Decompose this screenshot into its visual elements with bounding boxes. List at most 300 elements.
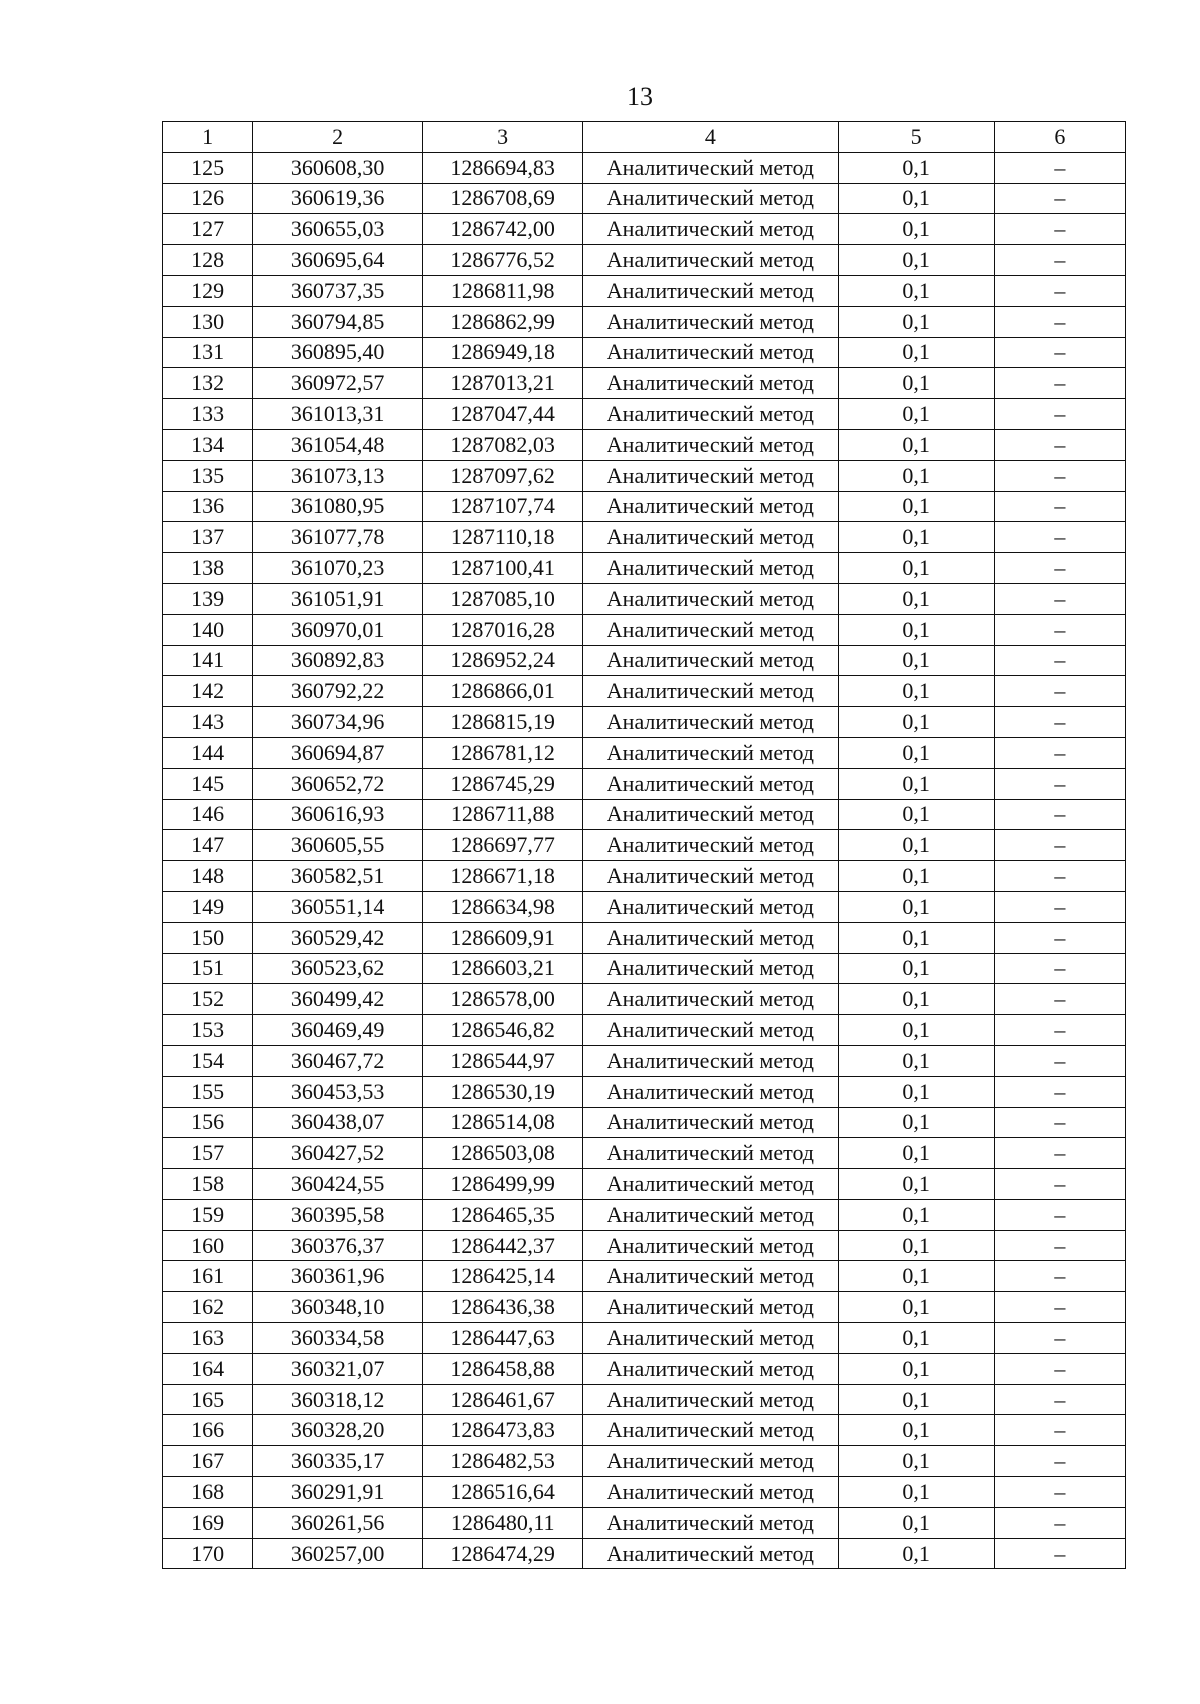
y-coordinate-cell: 1287107,74 [423,491,583,522]
point-number-cell: 167 [163,1446,253,1477]
accuracy-cell: 0,1 [838,1292,994,1323]
y-coordinate-cell: 1286578,00 [423,984,583,1015]
method-cell: Аналитический метод [583,460,838,491]
x-coordinate-cell: 360619,36 [253,183,423,214]
table-row [163,645,1126,676]
y-coordinate-cell: 1286671,18 [423,861,583,892]
x-coordinate-cell: 360792,22 [253,676,423,707]
note-cell: – [994,799,1125,830]
point-number-cell: 141 [163,645,253,676]
method-cell: Аналитический метод [583,337,838,368]
accuracy-cell: 0,1 [838,1076,994,1107]
point-number-cell: 140 [163,614,253,645]
table-row [163,491,1126,522]
x-coordinate-cell: 360608,30 [253,152,423,183]
table-row [163,337,1126,368]
y-coordinate-cell: 1286544,97 [423,1045,583,1076]
x-coordinate-cell: 360970,01 [253,614,423,645]
point-number-cell: 136 [163,491,253,522]
accuracy-cell: 0,1 [838,707,994,738]
note-cell: – [994,676,1125,707]
point-number-cell: 157 [163,1138,253,1169]
note-cell: – [994,429,1125,460]
note-cell: – [994,1292,1125,1323]
point-number-cell: 135 [163,460,253,491]
note-cell: – [994,1538,1125,1569]
y-coordinate-cell: 1286516,64 [423,1477,583,1508]
x-coordinate-cell: 360453,53 [253,1076,423,1107]
table-row [163,1415,1126,1446]
accuracy-cell: 0,1 [838,1538,994,1569]
note-cell: – [994,1107,1125,1138]
note-cell: – [994,275,1125,306]
accuracy-cell: 0,1 [838,583,994,614]
y-coordinate-cell: 1287100,41 [423,553,583,584]
method-cell: Аналитический метод [583,553,838,584]
method-cell: Аналитический метод [583,306,838,337]
accuracy-cell: 0,1 [838,922,994,953]
note-cell: – [994,1384,1125,1415]
method-cell: Аналитический метод [583,1538,838,1569]
method-cell: Аналитический метод [583,1107,838,1138]
note-cell: – [994,768,1125,799]
table-row [163,1015,1126,1046]
method-cell: Аналитический метод [583,491,838,522]
y-coordinate-cell: 1286480,11 [423,1507,583,1538]
accuracy-cell: 0,1 [838,1045,994,1076]
method-cell: Аналитический метод [583,583,838,614]
accuracy-cell: 0,1 [838,614,994,645]
table-row [163,984,1126,1015]
method-cell: Аналитический метод [583,183,838,214]
y-coordinate-cell: 1286603,21 [423,953,583,984]
table-row [163,1107,1126,1138]
note-cell: – [994,1261,1125,1292]
point-number-cell: 153 [163,1015,253,1046]
point-number-cell: 138 [163,553,253,584]
table-row [163,306,1126,337]
point-number-cell: 144 [163,737,253,768]
table-row [163,1446,1126,1477]
point-number-cell: 133 [163,399,253,430]
y-coordinate-cell: 1287097,62 [423,460,583,491]
note-cell: – [994,830,1125,861]
point-number-cell: 162 [163,1292,253,1323]
accuracy-cell: 0,1 [838,306,994,337]
note-cell: – [994,891,1125,922]
table-row [163,1138,1126,1169]
y-coordinate-cell: 1286697,77 [423,830,583,861]
x-coordinate-cell: 360529,42 [253,922,423,953]
table-row [163,1507,1126,1538]
column-header: 5 [838,122,994,153]
note-cell: – [994,1138,1125,1169]
x-coordinate-cell: 360469,49 [253,1015,423,1046]
table-row [163,799,1126,830]
y-coordinate-cell: 1286609,91 [423,922,583,953]
x-coordinate-cell: 360291,91 [253,1477,423,1508]
note-cell: – [994,337,1125,368]
method-cell: Аналитический метод [583,429,838,460]
method-cell: Аналитический метод [583,1477,838,1508]
method-cell: Аналитический метод [583,1384,838,1415]
y-coordinate-cell: 1286811,98 [423,275,583,306]
accuracy-cell: 0,1 [838,1477,994,1508]
point-number-cell: 145 [163,768,253,799]
accuracy-cell: 0,1 [838,1138,994,1169]
table-row [163,1353,1126,1384]
y-coordinate-cell: 1287085,10 [423,583,583,614]
x-coordinate-cell: 360737,35 [253,275,423,306]
x-coordinate-cell: 360361,96 [253,1261,423,1292]
y-coordinate-cell: 1286776,52 [423,245,583,276]
table-row [163,583,1126,614]
accuracy-cell: 0,1 [838,183,994,214]
point-number-cell: 155 [163,1076,253,1107]
y-coordinate-cell: 1286482,53 [423,1446,583,1477]
x-coordinate-cell: 360616,93 [253,799,423,830]
x-coordinate-cell: 361054,48 [253,429,423,460]
accuracy-cell: 0,1 [838,1015,994,1046]
y-coordinate-cell: 1286473,83 [423,1415,583,1446]
point-number-cell: 156 [163,1107,253,1138]
accuracy-cell: 0,1 [838,1199,994,1230]
table-row [163,1230,1126,1261]
table-row [163,368,1126,399]
x-coordinate-cell: 360655,03 [253,214,423,245]
point-number-cell: 164 [163,1353,253,1384]
table-row [163,676,1126,707]
accuracy-cell: 0,1 [838,553,994,584]
column-header: 3 [423,122,583,153]
note-cell: – [994,460,1125,491]
note-cell: – [994,1199,1125,1230]
note-cell: – [994,368,1125,399]
y-coordinate-cell: 1286634,98 [423,891,583,922]
column-header: 6 [994,122,1125,153]
x-coordinate-cell: 360467,72 [253,1045,423,1076]
accuracy-cell: 0,1 [838,275,994,306]
point-number-cell: 148 [163,861,253,892]
y-coordinate-cell: 1286458,88 [423,1353,583,1384]
table-row [163,429,1126,460]
note-cell: – [994,491,1125,522]
y-coordinate-cell: 1287110,18 [423,522,583,553]
x-coordinate-cell: 360523,62 [253,953,423,984]
point-number-cell: 146 [163,799,253,830]
point-number-cell: 142 [163,676,253,707]
method-cell: Аналитический метод [583,1230,838,1261]
method-cell: Аналитический метод [583,399,838,430]
y-coordinate-cell: 1286436,38 [423,1292,583,1323]
y-coordinate-cell: 1287016,28 [423,614,583,645]
note-cell: – [994,1353,1125,1384]
y-coordinate-cell: 1286499,99 [423,1169,583,1200]
x-coordinate-cell: 360605,55 [253,830,423,861]
point-number-cell: 163 [163,1323,253,1354]
method-cell: Аналитический метод [583,214,838,245]
point-number-cell: 130 [163,306,253,337]
method-cell: Аналитический метод [583,245,838,276]
method-cell: Аналитический метод [583,676,838,707]
x-coordinate-cell: 360335,17 [253,1446,423,1477]
method-cell: Аналитический метод [583,984,838,1015]
accuracy-cell: 0,1 [838,861,994,892]
point-number-cell: 125 [163,152,253,183]
table-row [163,1261,1126,1292]
x-coordinate-cell: 360427,52 [253,1138,423,1169]
column-header: 1 [163,122,253,153]
table-row [163,953,1126,984]
accuracy-cell: 0,1 [838,337,994,368]
table-row [163,768,1126,799]
method-cell: Аналитический метод [583,152,838,183]
y-coordinate-cell: 1287013,21 [423,368,583,399]
y-coordinate-cell: 1286742,00 [423,214,583,245]
method-cell: Аналитический метод [583,1138,838,1169]
table-row [163,861,1126,892]
table-row [163,183,1126,214]
accuracy-cell: 0,1 [838,245,994,276]
method-cell: Аналитический метод [583,1323,838,1354]
x-coordinate-cell: 360895,40 [253,337,423,368]
accuracy-cell: 0,1 [838,214,994,245]
y-coordinate-cell: 1286425,14 [423,1261,583,1292]
table-row [163,245,1126,276]
accuracy-cell: 0,1 [838,1261,994,1292]
point-number-cell: 143 [163,707,253,738]
method-cell: Аналитический метод [583,1446,838,1477]
x-coordinate-cell: 360794,85 [253,306,423,337]
point-number-cell: 166 [163,1415,253,1446]
table-row [163,1292,1126,1323]
column-header: 2 [253,122,423,153]
accuracy-cell: 0,1 [838,645,994,676]
table-row [163,522,1126,553]
method-cell: Аналитический метод [583,645,838,676]
point-number-cell: 169 [163,1507,253,1538]
y-coordinate-cell: 1286474,29 [423,1538,583,1569]
y-coordinate-cell: 1286815,19 [423,707,583,738]
page-number: 13 [627,82,653,111]
point-number-cell: 131 [163,337,253,368]
x-coordinate-cell: 360582,51 [253,861,423,892]
table-row [163,830,1126,861]
x-coordinate-cell: 361013,31 [253,399,423,430]
note-cell: – [994,152,1125,183]
note-cell: – [994,583,1125,614]
x-coordinate-cell: 360348,10 [253,1292,423,1323]
accuracy-cell: 0,1 [838,1507,994,1538]
point-number-cell: 151 [163,953,253,984]
x-coordinate-cell: 360424,55 [253,1169,423,1200]
y-coordinate-cell: 1287082,03 [423,429,583,460]
table-row [163,1076,1126,1107]
x-coordinate-cell: 361077,78 [253,522,423,553]
x-coordinate-cell: 360652,72 [253,768,423,799]
method-cell: Аналитический метод [583,522,838,553]
table-row [163,553,1126,584]
coordinates-table [162,121,1126,1569]
point-number-cell: 168 [163,1477,253,1508]
x-coordinate-cell: 361070,23 [253,553,423,584]
note-cell: – [994,245,1125,276]
x-coordinate-cell: 360321,07 [253,1353,423,1384]
accuracy-cell: 0,1 [838,522,994,553]
point-number-cell: 159 [163,1199,253,1230]
accuracy-cell: 0,1 [838,737,994,768]
table-row [163,1477,1126,1508]
note-cell: – [994,399,1125,430]
table-header-row [163,122,1126,153]
point-number-cell: 160 [163,1230,253,1261]
table-row [163,1169,1126,1200]
point-number-cell: 158 [163,1169,253,1200]
accuracy-cell: 0,1 [838,984,994,1015]
note-cell: – [994,522,1125,553]
x-coordinate-cell: 360328,20 [253,1415,423,1446]
note-cell: – [994,707,1125,738]
method-cell: Аналитический метод [583,891,838,922]
method-cell: Аналитический метод [583,1169,838,1200]
note-cell: – [994,1446,1125,1477]
y-coordinate-cell: 1286546,82 [423,1015,583,1046]
note-cell: – [994,1045,1125,1076]
method-cell: Аналитический метод [583,799,838,830]
point-number-cell: 150 [163,922,253,953]
table-row [163,399,1126,430]
y-coordinate-cell: 1286781,12 [423,737,583,768]
method-cell: Аналитический метод [583,768,838,799]
table-row [163,737,1126,768]
point-number-cell: 170 [163,1538,253,1569]
point-number-cell: 154 [163,1045,253,1076]
column-header: 4 [583,122,838,153]
point-number-cell: 139 [163,583,253,614]
method-cell: Аналитический метод [583,368,838,399]
method-cell: Аналитический метод [583,953,838,984]
y-coordinate-cell: 1286530,19 [423,1076,583,1107]
table-row [163,1323,1126,1354]
x-coordinate-cell: 360438,07 [253,1107,423,1138]
x-coordinate-cell: 360318,12 [253,1384,423,1415]
table-row [163,1199,1126,1230]
y-coordinate-cell: 1286694,83 [423,152,583,183]
note-cell: – [994,214,1125,245]
x-coordinate-cell: 360551,14 [253,891,423,922]
table-row [163,891,1126,922]
y-coordinate-cell: 1286442,37 [423,1230,583,1261]
accuracy-cell: 0,1 [838,1415,994,1446]
y-coordinate-cell: 1286447,63 [423,1323,583,1354]
method-cell: Аналитический метод [583,1292,838,1323]
method-cell: Аналитический метод [583,1507,838,1538]
y-coordinate-cell: 1286745,29 [423,768,583,799]
x-coordinate-cell: 360376,37 [253,1230,423,1261]
table-body [163,152,1126,1569]
table-row [163,214,1126,245]
method-cell: Аналитический метод [583,1415,838,1446]
point-number-cell: 137 [163,522,253,553]
y-coordinate-cell: 1286503,08 [423,1138,583,1169]
x-coordinate-cell: 360395,58 [253,1199,423,1230]
method-cell: Аналитический метод [583,707,838,738]
note-cell: – [994,984,1125,1015]
accuracy-cell: 0,1 [838,1169,994,1200]
x-coordinate-cell: 360892,83 [253,645,423,676]
point-number-cell: 129 [163,275,253,306]
x-coordinate-cell: 360499,42 [253,984,423,1015]
x-coordinate-cell: 360695,64 [253,245,423,276]
table-row [163,707,1126,738]
note-cell: – [994,1169,1125,1200]
accuracy-cell: 0,1 [838,891,994,922]
y-coordinate-cell: 1286465,35 [423,1199,583,1230]
accuracy-cell: 0,1 [838,460,994,491]
method-cell: Аналитический метод [583,1199,838,1230]
method-cell: Аналитический метод [583,275,838,306]
accuracy-cell: 0,1 [838,676,994,707]
x-coordinate-cell: 361051,91 [253,583,423,614]
point-number-cell: 134 [163,429,253,460]
table-row [163,614,1126,645]
accuracy-cell: 0,1 [838,799,994,830]
point-number-cell: 161 [163,1261,253,1292]
note-cell: – [994,1507,1125,1538]
table-row [163,1384,1126,1415]
note-cell: – [994,553,1125,584]
method-cell: Аналитический метод [583,922,838,953]
x-coordinate-cell: 360694,87 [253,737,423,768]
y-coordinate-cell: 1286862,99 [423,306,583,337]
x-coordinate-cell: 360261,56 [253,1507,423,1538]
method-cell: Аналитический метод [583,1015,838,1046]
accuracy-cell: 0,1 [838,1107,994,1138]
accuracy-cell: 0,1 [838,1353,994,1384]
y-coordinate-cell: 1286514,08 [423,1107,583,1138]
note-cell: – [994,1415,1125,1446]
point-number-cell: 128 [163,245,253,276]
method-cell: Аналитический метод [583,830,838,861]
method-cell: Аналитический метод [583,861,838,892]
x-coordinate-cell: 361073,13 [253,460,423,491]
point-number-cell: 147 [163,830,253,861]
accuracy-cell: 0,1 [838,953,994,984]
accuracy-cell: 0,1 [838,368,994,399]
x-coordinate-cell: 360734,96 [253,707,423,738]
table-row [163,1538,1126,1569]
method-cell: Аналитический метод [583,737,838,768]
accuracy-cell: 0,1 [838,1323,994,1354]
accuracy-cell: 0,1 [838,830,994,861]
y-coordinate-cell: 1286866,01 [423,676,583,707]
method-cell: Аналитический метод [583,1045,838,1076]
note-cell: – [994,1323,1125,1354]
note-cell: – [994,614,1125,645]
accuracy-cell: 0,1 [838,491,994,522]
table-row [163,275,1126,306]
method-cell: Аналитический метод [583,1353,838,1384]
y-coordinate-cell: 1286711,88 [423,799,583,830]
accuracy-cell: 0,1 [838,399,994,430]
method-cell: Аналитический метод [583,1261,838,1292]
accuracy-cell: 0,1 [838,1384,994,1415]
table-row [163,1045,1126,1076]
accuracy-cell: 0,1 [838,429,994,460]
note-cell: – [994,737,1125,768]
y-coordinate-cell: 1286461,67 [423,1384,583,1415]
x-coordinate-cell: 361080,95 [253,491,423,522]
